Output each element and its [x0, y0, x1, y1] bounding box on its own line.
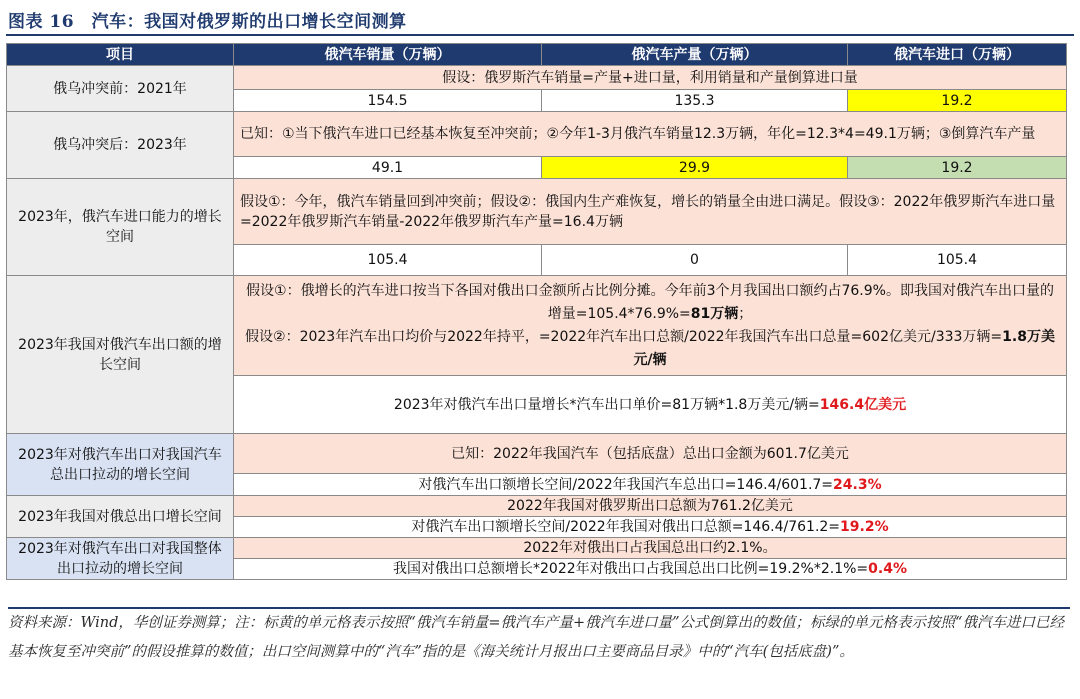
cell-production-postwar: 29.9: [542, 157, 848, 179]
calc-overall-export-formula: 我国对俄出口总额增长*2022年对俄出口占我国总出口比例=19.2%*2.1%=: [393, 561, 869, 577]
table-row: [7, 66, 1067, 90]
row-note-overall-export-pull: 2022年对俄出口占我国总出口约2.1%。: [234, 538, 1067, 559]
table-header-row: [7, 44, 1067, 66]
calc-auto-export-formula: 对俄汽车出口额增长空间/2022年我国汽车总出口=146.4/601.7=: [418, 476, 834, 493]
row-note-total-export-growth: 2022年我国对俄罗斯出口总额为761.2亿美元: [234, 496, 1067, 517]
row-label-postwar: 俄乌冲突后：2023年: [7, 112, 234, 179]
calc-export-value-formula: 2023年对俄汽车出口量增长*汽车出口单价=81万辆*1.8万美元/辆=: [393, 396, 820, 413]
cell-sales-postwar: 49.1: [234, 157, 542, 179]
header-sales: 俄汽车销量（万辆）: [234, 44, 542, 66]
row-label-overall-export-pull: 2023年对俄汽车出口对我国整体出口拉动的增长空间: [7, 538, 234, 580]
cell-imports-postwar: 19.2: [848, 157, 1067, 179]
table-row: [7, 434, 1067, 474]
calc-auto-export-result: 24.3%: [833, 476, 882, 493]
cell-production-prewar: 135.3: [542, 90, 848, 112]
row-label-export-value: 2023年我国对俄汽车出口额的增长空间: [7, 276, 234, 434]
cell-sales-capacity: 105.4: [234, 245, 542, 276]
export-growth-table: [6, 43, 1067, 580]
row-note-auto-export-pull: 已知：2022年我国汽车（包括底盘）总出口金额为601.7亿美元: [234, 434, 1067, 474]
table-row: [7, 496, 1067, 517]
row-label-prewar: 俄乌冲突前：2021年: [7, 66, 234, 112]
assumption-1-result: 81万辆: [690, 305, 739, 322]
header-item: 项目: [7, 44, 234, 66]
row-label-auto-export-pull: 2023年对俄汽车出口对我国汽车总出口拉动的增长空间: [7, 434, 234, 496]
row-calc-total-export-growth: [234, 517, 1067, 538]
page-title: 图表 16 汽车：我国对俄罗斯的出口增长空间测算: [8, 12, 407, 32]
table-row: [7, 538, 1067, 559]
header-imports: 俄汽车进口（万辆）: [848, 44, 1067, 66]
assumption-1-text: 假设①：俄增长的汽车进口按当下各国对俄出口金额所占比例分摊。今年前3个月我国出口额约占76.9%。即我国对俄汽车出口量的增量=105.4*76.9%=: [246, 282, 1054, 322]
assumption-2-text: 假设②：2023年汽车出口均价与2022年持平，=2022年汽车出口总额/2022年我国汽车出口总量=602亿美元/333万辆=: [245, 328, 1003, 345]
header-production: 俄汽车产量（万辆）: [542, 44, 848, 66]
assumption-1-end: ；: [738, 305, 753, 322]
calc-overall-export-result: 0.4%: [868, 561, 907, 577]
row-note-export-value: [234, 276, 1067, 376]
row-note-prewar: 假设：俄罗斯汽车销量=产量+进口量，利用销量和产量倒算进口量: [234, 66, 1067, 90]
table-row: [7, 112, 1067, 157]
source-note: 资料来源：Wind，华创证券测算；注：标黄的单元格表示按照“俄汽车销量=俄汽车产量+俄汽车进口量”公式倒算出的数值；标绿的单元格表示按照“俄汽车进口已经基本恢复至冲突前”的假设推算的数值；出口空间测算中的“汽车”指的是《海关统计月报出口主要商品目录》中的“汽车(包括底盘)”。: [8, 607, 1070, 667]
row-note-postwar: 已知：①当下俄汽车进口已经基本恢复至冲突前；②今年1-3月俄汽车销量12.3万辆，年化=12.3*4=49.1万辆；③倒算汽车产量: [234, 112, 1067, 157]
cell-sales-prewar: 154.5: [234, 90, 542, 112]
title-bar: [6, 4, 1074, 36]
table-row: [7, 179, 1067, 245]
calc-total-export-result: 19.2%: [840, 519, 889, 535]
row-calc-overall-export-pull: [234, 559, 1067, 580]
row-note-import-capacity: 假设①：今年，俄汽车销量回到冲突前；假设②：俄国内生产难恢复，增长的销量全由进口满足。假设③：2022年俄罗斯汽车进口量=2022年俄罗斯汽车销量-2022年俄罗斯汽车产量=16.4万辆: [234, 179, 1067, 245]
row-label-total-export-growth: 2023年我国对俄总出口增长空间: [7, 496, 234, 538]
cell-production-capacity: 0: [542, 245, 848, 276]
assumption-2-result: 1.8万美元/辆: [633, 328, 1055, 368]
calc-export-value-result: 146.4亿美元: [819, 396, 907, 413]
cell-imports-prewar: 19.2: [848, 90, 1067, 112]
row-label-import-capacity: 2023年，俄汽车进口能力的增长空间: [7, 179, 234, 276]
row-calc-export-value: [234, 376, 1067, 434]
row-calc-auto-export-pull: [234, 474, 1067, 496]
cell-imports-capacity: 105.4: [848, 245, 1067, 276]
table-row: [7, 276, 1067, 376]
calc-total-export-formula: 对俄汽车出口额增长空间/2022年我国对俄出口总额=146.4/761.2=: [411, 519, 841, 535]
